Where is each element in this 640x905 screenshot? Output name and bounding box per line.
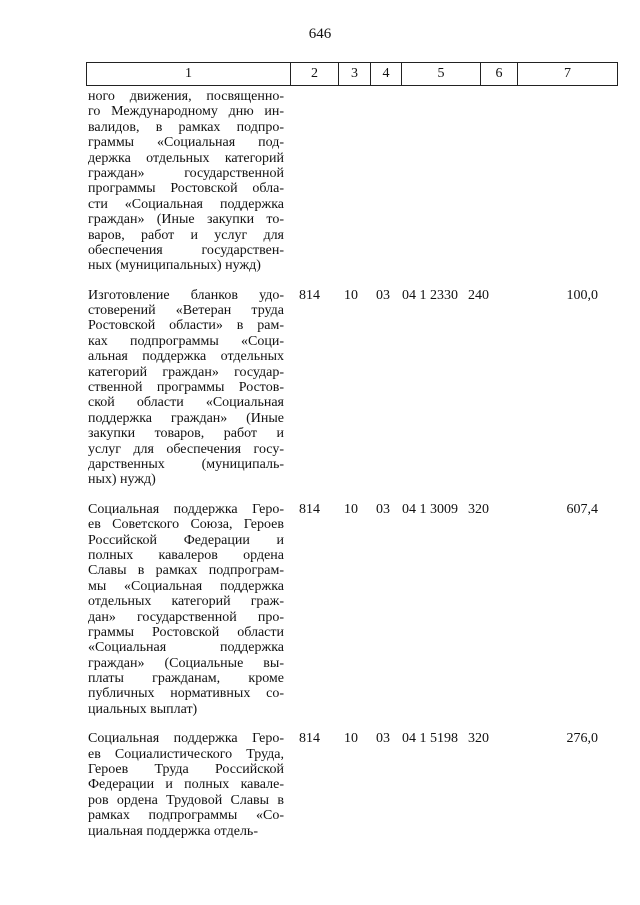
description-line: ев Советского Союза, Героев xyxy=(88,517,284,533)
target-article-code: 04 1 5198 xyxy=(402,731,458,747)
description-line: услуг для обеспечения госу- xyxy=(88,441,284,457)
column-header-6: 6 xyxy=(481,63,518,86)
amount: 276,0 xyxy=(566,731,598,747)
row-description xyxy=(88,288,284,488)
description-line: ственной программы Ростов- xyxy=(88,380,284,396)
column-header-7: 7 xyxy=(518,63,618,86)
ministry-code: 814 xyxy=(299,287,320,303)
column-header-1: 1 xyxy=(87,63,291,86)
description-line: сти «Социальная поддержка xyxy=(88,196,284,212)
table-row xyxy=(88,502,608,717)
section-code: 10 xyxy=(344,731,358,747)
description-line: держка отдельных категорий xyxy=(88,150,284,166)
column-header-3: 3 xyxy=(339,63,371,86)
subsection-code: 03 xyxy=(376,287,390,303)
description-line: Славы в рамках подпрограм- xyxy=(88,563,284,579)
amount: 607,4 xyxy=(566,501,598,517)
description-line: дарственных (муниципаль- xyxy=(88,456,284,472)
description-line: полных кавалеров ордена xyxy=(88,547,284,563)
description-line: ного движения, посвященно- xyxy=(88,89,284,104)
column-header-table xyxy=(86,62,618,86)
description-line: ках подпрограммы «Соци- xyxy=(88,333,284,349)
section-code: 10 xyxy=(344,501,358,517)
expense-type-code: 320 xyxy=(468,501,489,517)
description-line: Героев Труда Российской xyxy=(88,762,284,778)
description-line: закупки товаров, работ и xyxy=(88,426,284,442)
row-description xyxy=(88,89,284,274)
table-row xyxy=(88,731,608,839)
column-header-2: 2 xyxy=(291,63,339,86)
description-line: варов, работ и услуг для xyxy=(88,227,284,243)
description-line: ных) нужд) xyxy=(88,472,156,488)
description-line: граммы «Социальная под- xyxy=(88,135,284,151)
description-line: мы «Социальная поддержка xyxy=(88,578,284,594)
row-description xyxy=(88,502,284,717)
description-line: циальная поддержка отдель- xyxy=(88,823,258,839)
description-line: го Международному дню ин- xyxy=(88,104,284,120)
description-line: Социальная поддержка Геро- xyxy=(88,501,284,517)
description-line: граждан» государственной xyxy=(88,165,284,181)
description-line: Ростовской области» в рам- xyxy=(88,318,284,334)
description-line: Изготовление бланков удо- xyxy=(88,287,284,303)
table-row xyxy=(88,89,608,274)
subsection-code: 03 xyxy=(376,501,390,517)
description-line: поддержка граждан» (Иные xyxy=(88,410,284,426)
table-row xyxy=(88,288,608,488)
description-line: обеспечения государствен- xyxy=(88,242,284,258)
description-line: Федерации и полных кавале- xyxy=(88,777,284,793)
description-line: категорий граждан» государ- xyxy=(88,364,284,380)
subsection-code: 03 xyxy=(376,731,390,747)
amount: 100,0 xyxy=(566,287,598,303)
description-line: стоверений «Ветеран труда xyxy=(88,303,284,319)
ministry-code: 814 xyxy=(299,501,320,517)
section-code: 10 xyxy=(344,287,358,303)
description-line: ных (муниципальных) нужд) xyxy=(88,258,261,274)
description-line: циальных выплат) xyxy=(88,701,198,717)
description-line: валидов, в рамках подпро- xyxy=(88,119,284,135)
description-line: ров ордена Трудовой Славы в xyxy=(88,792,284,808)
expense-type-code: 320 xyxy=(468,731,489,747)
description-line: ев Социалистического Труда, xyxy=(88,746,284,762)
description-line: публичных нормативных со- xyxy=(88,686,284,702)
column-header-row xyxy=(87,63,618,86)
column-header-4: 4 xyxy=(371,63,402,86)
target-article-code: 04 1 2330 xyxy=(402,287,458,303)
row-description xyxy=(88,731,284,839)
expense-type-code: 240 xyxy=(468,287,489,303)
page-number: 646 xyxy=(308,26,332,42)
description-line: ской области «Социальная xyxy=(88,395,284,411)
description-line: платы гражданам, кроме xyxy=(88,671,284,687)
description-line: альная поддержка отдельных xyxy=(88,349,284,365)
ministry-code: 814 xyxy=(299,731,320,747)
description-line: граждан» (Иные закупки то- xyxy=(88,212,284,228)
column-header-5: 5 xyxy=(402,63,481,86)
description-line: отдельных категорий граж- xyxy=(88,594,284,610)
description-line: Социальная поддержка Геро- xyxy=(88,731,284,747)
description-line: Российской Федерации и xyxy=(88,532,284,548)
description-line: граждан» (Социальные вы- xyxy=(88,655,284,671)
description-line: программы Ростовской обла- xyxy=(88,181,284,197)
description-line: дан» государственной про- xyxy=(88,609,284,625)
description-line: «Социальная поддержка xyxy=(88,640,284,656)
table-body xyxy=(88,89,608,853)
description-line: рамках подпрограммы «Со- xyxy=(88,808,284,824)
target-article-code: 04 1 3009 xyxy=(402,501,458,517)
description-line: граммы Ростовской области xyxy=(88,624,284,640)
